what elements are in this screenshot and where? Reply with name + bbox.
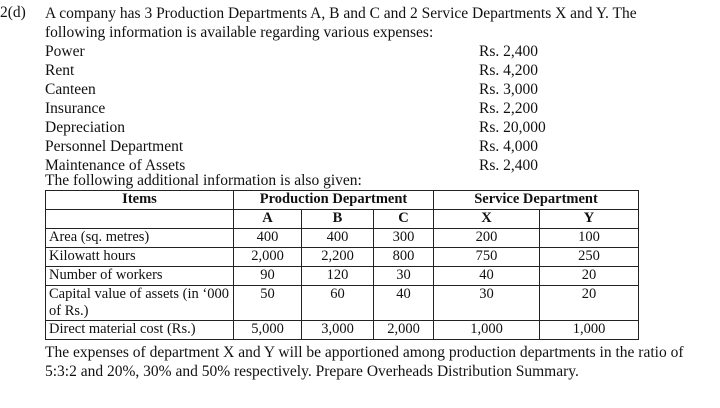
table-cell: 3,000	[302, 321, 374, 340]
column-header-a: A	[234, 210, 302, 229]
table-subheader-row	[46, 210, 639, 229]
table-cell: 30	[434, 286, 540, 321]
expense-amount: Rs. 20,000	[479, 119, 546, 136]
table-cell: 120	[302, 267, 374, 286]
expense-row	[45, 80, 538, 99]
table-cell: 20	[540, 267, 639, 286]
table-header-row	[46, 191, 639, 210]
row-item-label: Kilowatt hours	[46, 248, 234, 267]
expense-label: Power	[45, 43, 85, 60]
expense-row	[45, 118, 546, 137]
service-department-header: Service Department	[434, 191, 639, 210]
table-cell: 30	[374, 267, 434, 286]
expense-amount: Rs. 2,400	[479, 157, 538, 174]
table-cell: 5,000	[234, 321, 302, 340]
expense-amount: Rs. 4,200	[479, 62, 538, 79]
expense-row	[45, 137, 538, 156]
table-cell: 50	[234, 286, 302, 321]
table-cell: 2,000	[234, 248, 302, 267]
table-cell: 40	[434, 267, 540, 286]
table-row	[46, 321, 639, 340]
column-header-c: C	[374, 210, 434, 229]
table-cell: 40	[374, 286, 434, 321]
column-header-x: X	[434, 210, 540, 229]
table-cell: 2,200	[302, 248, 374, 267]
expense-amount: Rs. 4,000	[479, 138, 538, 155]
question-intro: A company has 3 Production Departments A, B and C and 2 Service Departments X and Y. The following information is available regarding various expenses:	[45, 5, 637, 41]
table-cell: 400	[302, 229, 374, 248]
expense-label: Maintenance of Assets	[45, 157, 186, 174]
table-cell: 400	[234, 229, 302, 248]
table-cell: 100	[540, 229, 639, 248]
items-header: Items	[46, 191, 234, 210]
table-cell: 20	[540, 286, 639, 321]
table-row	[46, 267, 639, 286]
expense-amount: Rs. 2,400	[479, 43, 538, 60]
table-cell: 1,000	[540, 321, 639, 340]
additional-info-heading: The following additional information is also given:	[45, 172, 362, 189]
empty-header-cell	[46, 210, 234, 229]
table-cell: 200	[434, 229, 540, 248]
table-cell: 800	[374, 248, 434, 267]
row-item-label: Capital value of assets (in ‘000 of Rs.)	[46, 286, 234, 321]
expense-amount: Rs. 2,200	[479, 100, 538, 117]
production-department-header: Production Department	[234, 191, 434, 210]
question-number: 2(d)	[0, 4, 26, 21]
expense-label: Insurance	[45, 100, 106, 117]
column-header-y: Y	[540, 210, 639, 229]
expense-label: Canteen	[45, 81, 96, 98]
table-row	[46, 286, 639, 321]
table-cell: 300	[374, 229, 434, 248]
table-cell: 1,000	[434, 321, 540, 340]
department-data-table	[45, 190, 639, 340]
table-cell: 90	[234, 267, 302, 286]
table-cell: 250	[540, 248, 639, 267]
expense-row	[45, 61, 538, 80]
table-cell: 60	[302, 286, 374, 321]
question-instruction: The expenses of department X and Y will be apportioned among production departments in the ratio of 5:3:2 and 20%, 30% and 50% respectively. Prepare Overheads Distribution Summary.	[45, 344, 684, 380]
row-item-label: Direct material cost (Rs.)	[46, 321, 234, 340]
table-cell: 750	[434, 248, 540, 267]
expense-amount: Rs. 3,000	[479, 81, 538, 98]
table-row	[46, 229, 639, 248]
expense-label: Rent	[45, 62, 75, 79]
row-item-label: Number of workers	[46, 267, 234, 286]
table-cell: 2,000	[374, 321, 434, 340]
expense-label: Depreciation	[45, 119, 126, 136]
expense-row	[45, 42, 538, 61]
row-item-label: Area (sq. metres)	[46, 229, 234, 248]
column-header-b: B	[302, 210, 374, 229]
expense-row	[45, 99, 538, 118]
expense-list	[45, 42, 546, 175]
table-row	[46, 248, 639, 267]
expense-label: Personnel Department	[45, 138, 184, 155]
